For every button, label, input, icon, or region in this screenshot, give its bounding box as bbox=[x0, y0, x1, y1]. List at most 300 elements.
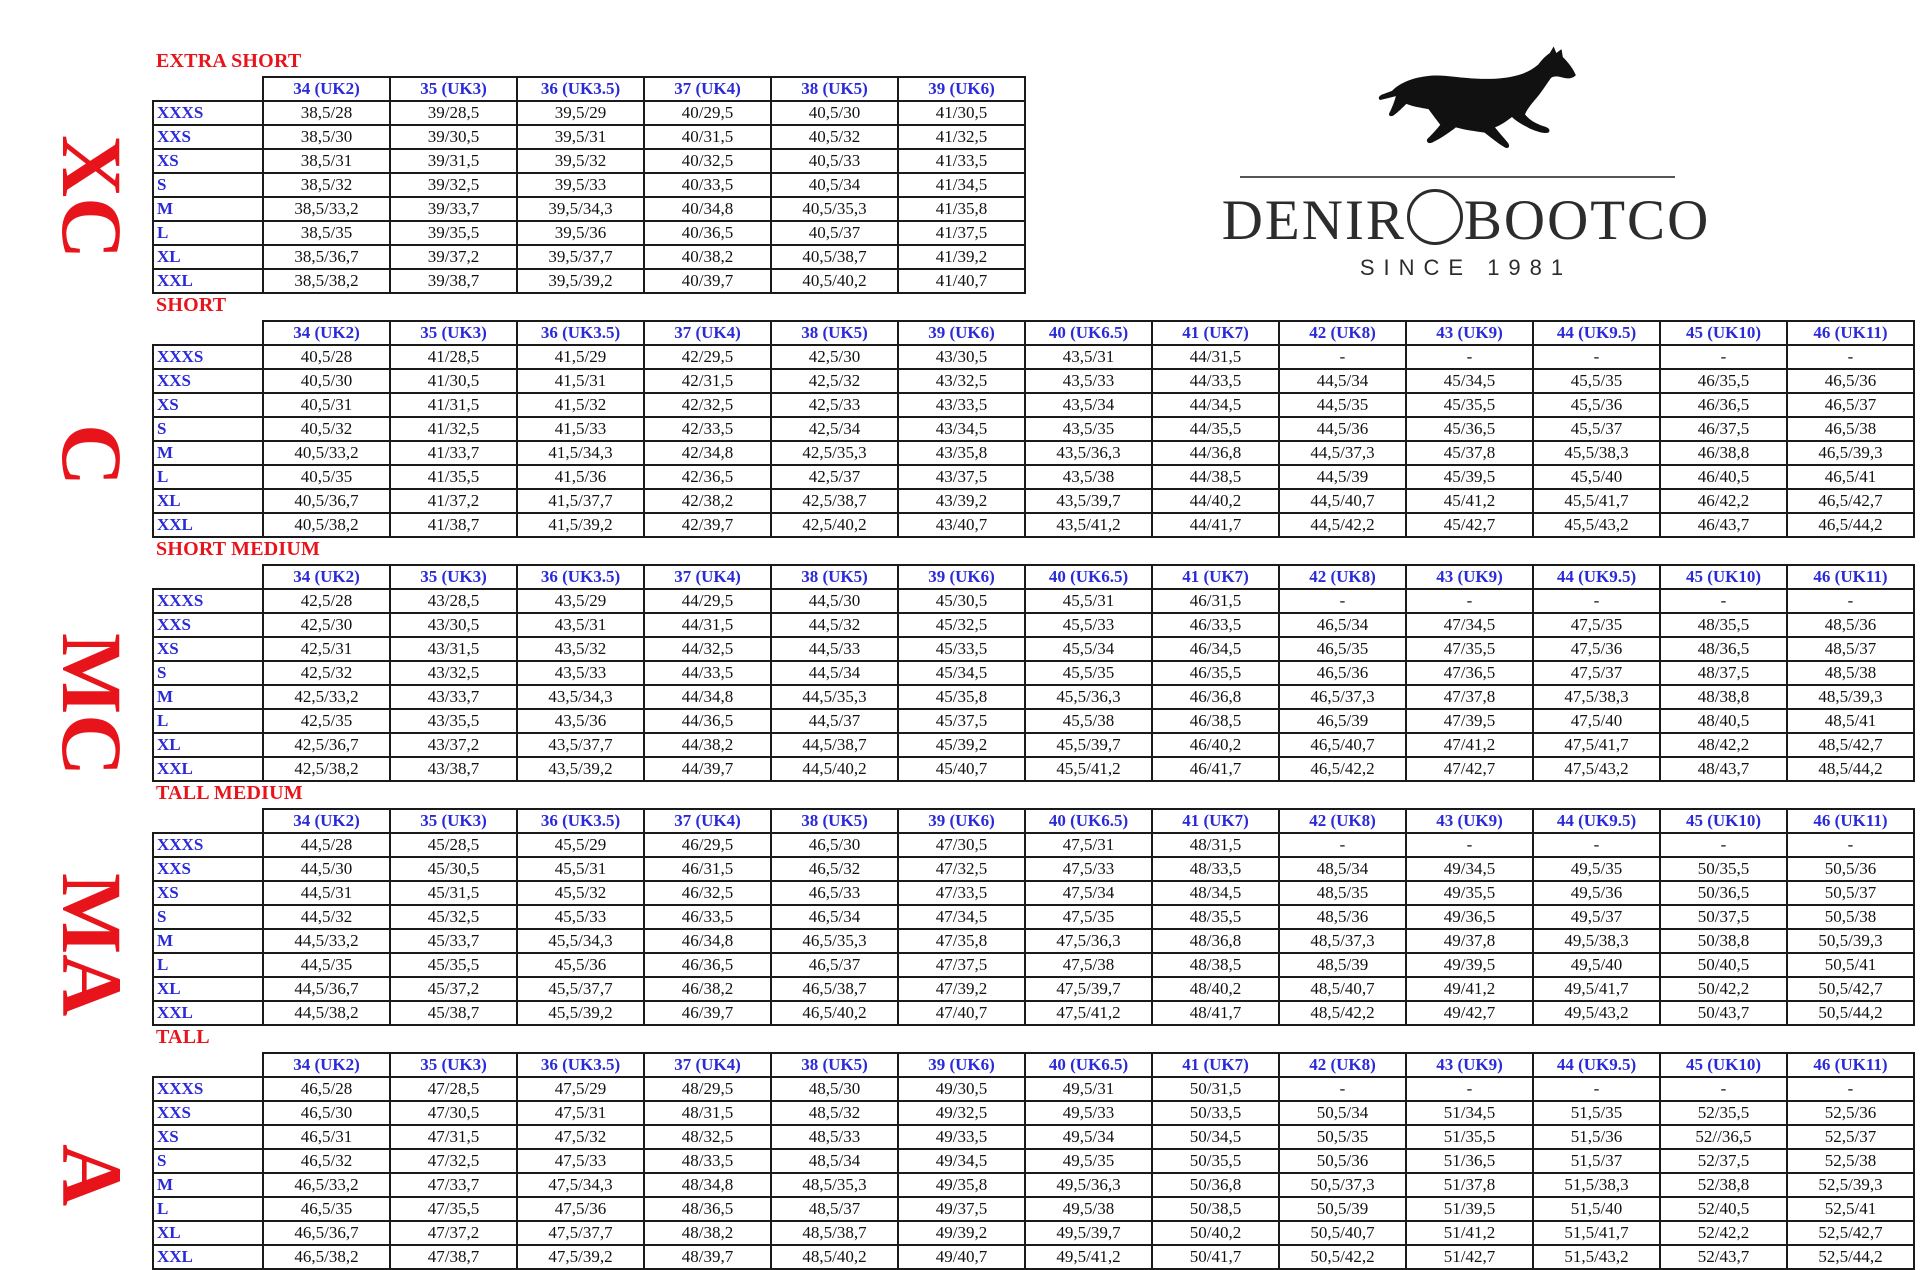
table-cell: 46/40,5 bbox=[1660, 465, 1787, 489]
side-label-ma: MA bbox=[44, 873, 140, 1017]
table-row bbox=[153, 905, 1914, 929]
table-row bbox=[153, 369, 1914, 393]
table-cell: 49,5/34 bbox=[1025, 1125, 1152, 1149]
table-cell: 47/33,7 bbox=[390, 1173, 517, 1197]
table-cell: 41/34,5 bbox=[898, 173, 1025, 197]
table-cell: 46/33,5 bbox=[1152, 613, 1279, 637]
table-cell: 44,5/38,7 bbox=[771, 733, 898, 757]
column-header: 36 (UK3.5) bbox=[517, 565, 644, 589]
brand-name: DENIR BOOTCO bbox=[1221, 189, 1711, 252]
table-cell: - bbox=[1406, 589, 1533, 613]
table-cell: 43/37,5 bbox=[898, 465, 1025, 489]
table-cell: 41/38,7 bbox=[390, 513, 517, 537]
size-label: S bbox=[153, 1149, 263, 1173]
table-cell: 44,5/34 bbox=[1279, 369, 1406, 393]
table-cell: 40/39,7 bbox=[644, 269, 771, 293]
table-cell: 42/32,5 bbox=[644, 393, 771, 417]
table-cell: 41,5/34,3 bbox=[517, 441, 644, 465]
table-cell: 42,5/28 bbox=[263, 589, 390, 613]
table-row bbox=[153, 953, 1914, 977]
table-cell: 40,5/32 bbox=[263, 417, 390, 441]
table-cell: 46/35,5 bbox=[1152, 661, 1279, 685]
size-label: S bbox=[153, 173, 263, 197]
table-cell: 41/33,7 bbox=[390, 441, 517, 465]
table-cell: 38,5/28 bbox=[263, 101, 390, 125]
column-header: 38 (UK5) bbox=[771, 809, 898, 833]
table-cell: 43/39,2 bbox=[898, 489, 1025, 513]
table-cell: 48/37,5 bbox=[1660, 661, 1787, 685]
column-header: 41 (UK7) bbox=[1152, 321, 1279, 345]
table-cell: 45/35,8 bbox=[898, 685, 1025, 709]
size-table bbox=[152, 564, 1915, 782]
table-cell: 39/37,2 bbox=[390, 245, 517, 269]
table-cell: 43,5/29 bbox=[517, 589, 644, 613]
column-header: 46 (UK11) bbox=[1787, 809, 1914, 833]
column-header: 46 (UK11) bbox=[1787, 565, 1914, 589]
table-cell: 44,5/31 bbox=[263, 881, 390, 905]
table-cell: 45/41,2 bbox=[1406, 489, 1533, 513]
table-cell: - bbox=[1279, 1077, 1406, 1101]
table-cell: 41/28,5 bbox=[390, 345, 517, 369]
size-label: XXXS bbox=[153, 345, 263, 369]
header-row bbox=[153, 809, 1914, 833]
table-cell: 40,5/35 bbox=[263, 465, 390, 489]
table-cell: 49,5/41,2 bbox=[1025, 1245, 1152, 1269]
table-cell: 50,5/37 bbox=[1787, 881, 1914, 905]
column-header: 42 (UK8) bbox=[1279, 565, 1406, 589]
table-cell: 46/35,5 bbox=[1660, 369, 1787, 393]
column-header: 40 (UK6.5) bbox=[1025, 321, 1152, 345]
table-cell: 47,5/36,3 bbox=[1025, 929, 1152, 953]
table-cell: 40,5/36,7 bbox=[263, 489, 390, 513]
table-cell: 40,5/30 bbox=[263, 369, 390, 393]
column-header: 44 (UK9.5) bbox=[1533, 809, 1660, 833]
table-cell: 45,5/35 bbox=[1025, 661, 1152, 685]
table-cell: 45/34,5 bbox=[1406, 369, 1533, 393]
table-cell: 47,5/40 bbox=[1533, 709, 1660, 733]
table-cell: 50/38,8 bbox=[1660, 929, 1787, 953]
table-row bbox=[153, 833, 1914, 857]
table-cell: 45,5/33 bbox=[1025, 613, 1152, 637]
table-cell: 40,5/35,3 bbox=[771, 197, 898, 221]
column-header: 34 (UK2) bbox=[263, 1053, 390, 1077]
table-cell: 42,5/33,2 bbox=[263, 685, 390, 709]
table-cell: 51/36,5 bbox=[1406, 1149, 1533, 1173]
table-cell: 48,5/40,7 bbox=[1279, 977, 1406, 1001]
table-cell: 43/38,7 bbox=[390, 757, 517, 781]
table-cell: 52,5/39,3 bbox=[1787, 1173, 1914, 1197]
table-cell: 46,5/39,3 bbox=[1787, 441, 1914, 465]
table-cell: 46,5/34 bbox=[771, 905, 898, 929]
table-cell: 43/30,5 bbox=[898, 345, 1025, 369]
table-cell: 49/35,8 bbox=[898, 1173, 1025, 1197]
table-cell: - bbox=[1533, 833, 1660, 857]
table-cell: 48/31,5 bbox=[644, 1101, 771, 1125]
column-header: 43 (UK9) bbox=[1406, 321, 1533, 345]
table-cell: 44,5/42,2 bbox=[1279, 513, 1406, 537]
table-cell: - bbox=[1660, 1077, 1787, 1101]
table-cell: 46,5/35,3 bbox=[771, 929, 898, 953]
table-cell: 47/32,5 bbox=[898, 857, 1025, 881]
table-cell: 40,5/38,2 bbox=[263, 513, 390, 537]
table-cell: 48,5/37 bbox=[1787, 637, 1914, 661]
table-cell: 48/38,8 bbox=[1660, 685, 1787, 709]
table-cell: 44/38,5 bbox=[1152, 465, 1279, 489]
table-cell: 44/33,5 bbox=[644, 661, 771, 685]
table-cell: 44/29,5 bbox=[644, 589, 771, 613]
table-row bbox=[153, 269, 1025, 293]
table-cell: 43/32,5 bbox=[898, 369, 1025, 393]
table-row bbox=[153, 125, 1025, 149]
column-header: 45 (UK10) bbox=[1660, 1053, 1787, 1077]
table-cell: 42,5/32 bbox=[263, 661, 390, 685]
table-cell: 47,5/41,2 bbox=[1025, 1001, 1152, 1025]
table-cell: 40,5/34 bbox=[771, 173, 898, 197]
table-cell: 44/38,2 bbox=[644, 733, 771, 757]
table-cell: 48/40,2 bbox=[1152, 977, 1279, 1001]
table-cell: 47/38,7 bbox=[390, 1245, 517, 1269]
table-cell: 45/38,7 bbox=[390, 1001, 517, 1025]
table-cell: 40/29,5 bbox=[644, 101, 771, 125]
table-cell: 47/41,2 bbox=[1406, 733, 1533, 757]
size-label: XL bbox=[153, 245, 263, 269]
table-cell: 46,5/37,3 bbox=[1279, 685, 1406, 709]
column-header: 37 (UK4) bbox=[644, 809, 771, 833]
table-cell: - bbox=[1787, 345, 1914, 369]
column-header: 36 (UK3.5) bbox=[517, 1053, 644, 1077]
table-cell: 41/40,7 bbox=[898, 269, 1025, 293]
size-label: XS bbox=[153, 881, 263, 905]
table-cell: 44/39,7 bbox=[644, 757, 771, 781]
table-row bbox=[153, 489, 1914, 513]
table-row bbox=[153, 1149, 1914, 1173]
table-cell: 46/38,2 bbox=[644, 977, 771, 1001]
table-cell: 40/38,2 bbox=[644, 245, 771, 269]
table-cell: 50,5/34 bbox=[1279, 1101, 1406, 1125]
column-header: 37 (UK4) bbox=[644, 565, 771, 589]
header-row bbox=[153, 1053, 1914, 1077]
table-cell: 42/39,7 bbox=[644, 513, 771, 537]
column-header: 44 (UK9.5) bbox=[1533, 321, 1660, 345]
table-cell: - bbox=[1406, 833, 1533, 857]
table-cell: 42,5/30 bbox=[263, 613, 390, 637]
table-cell: 45/33,5 bbox=[898, 637, 1025, 661]
table-cell: 39,5/33 bbox=[517, 173, 644, 197]
table-cell: 40,5/37 bbox=[771, 221, 898, 245]
column-header: 39 (UK6) bbox=[898, 77, 1025, 101]
table-cell: 46,5/33 bbox=[771, 881, 898, 905]
table-cell: 48/32,5 bbox=[644, 1125, 771, 1149]
table-cell: 48/36,5 bbox=[644, 1197, 771, 1221]
table-cell: 46/36,5 bbox=[1660, 393, 1787, 417]
table-cell: 42,5/38,2 bbox=[263, 757, 390, 781]
table-cell: 47,5/41,7 bbox=[1533, 733, 1660, 757]
size-label: XL bbox=[153, 489, 263, 513]
table-cell: - bbox=[1279, 345, 1406, 369]
table-cell: 50/35,5 bbox=[1152, 1149, 1279, 1173]
table-cell: 50/34,5 bbox=[1152, 1125, 1279, 1149]
table-cell: 39,5/37,7 bbox=[517, 245, 644, 269]
table-cell: 46,5/35 bbox=[1279, 637, 1406, 661]
table-cell: 46,5/39 bbox=[1279, 709, 1406, 733]
table-cell: 46,5/36,7 bbox=[263, 1221, 390, 1245]
column-header: 39 (UK6) bbox=[898, 321, 1025, 345]
table-cell: 51/39,5 bbox=[1406, 1197, 1533, 1221]
table-cell: 50/38,5 bbox=[1152, 1197, 1279, 1221]
table-cell: 38,5/31 bbox=[263, 149, 390, 173]
table-cell: 41/39,2 bbox=[898, 245, 1025, 269]
table-cell: 46,5/30 bbox=[771, 833, 898, 857]
table-cell: 48/34,5 bbox=[1152, 881, 1279, 905]
table-cell: 45/40,7 bbox=[898, 757, 1025, 781]
table-cell: 46,5/36 bbox=[1279, 661, 1406, 685]
table-cell: 43/30,5 bbox=[390, 613, 517, 637]
table-cell: 41,5/31 bbox=[517, 369, 644, 393]
table-cell: 48,5/34 bbox=[1279, 857, 1406, 881]
table-cell: 41/35,8 bbox=[898, 197, 1025, 221]
table-cell: 42/33,5 bbox=[644, 417, 771, 441]
table-cell: 46,5/38 bbox=[1787, 417, 1914, 441]
table-cell: 43,5/34,3 bbox=[517, 685, 644, 709]
table-cell: 52/42,2 bbox=[1660, 1221, 1787, 1245]
table-row bbox=[153, 221, 1025, 245]
table-cell: 48/29,5 bbox=[644, 1077, 771, 1101]
table-cell: 52,5/38 bbox=[1787, 1149, 1914, 1173]
table-cell: 45/33,7 bbox=[390, 929, 517, 953]
column-header: 36 (UK3.5) bbox=[517, 77, 644, 101]
table-cell: 51,5/37 bbox=[1533, 1149, 1660, 1173]
table-cell: 50,5/39,3 bbox=[1787, 929, 1914, 953]
column-header: 43 (UK9) bbox=[1406, 565, 1533, 589]
table-cell: - bbox=[1660, 589, 1787, 613]
size-label: XXS bbox=[153, 857, 263, 881]
table-row bbox=[153, 685, 1914, 709]
table-cell: 40,5/40,2 bbox=[771, 269, 898, 293]
table-cell: 50,5/37,3 bbox=[1279, 1173, 1406, 1197]
table-cell: 50/36,5 bbox=[1660, 881, 1787, 905]
section-title: TALL MEDIUM bbox=[156, 782, 303, 804]
table-cell: 48/35,5 bbox=[1660, 613, 1787, 637]
table-cell: 49/39,5 bbox=[1406, 953, 1533, 977]
table-cell: 48,5/38,7 bbox=[771, 1221, 898, 1245]
table-cell: 45,5/36 bbox=[1533, 393, 1660, 417]
table-cell: 44/35,5 bbox=[1152, 417, 1279, 441]
table-cell: 51/35,5 bbox=[1406, 1125, 1533, 1149]
size-label: S bbox=[153, 905, 263, 929]
column-header: 37 (UK4) bbox=[644, 1053, 771, 1077]
table-cell: 40,5/38,7 bbox=[771, 245, 898, 269]
table-cell: - bbox=[1787, 833, 1914, 857]
table-cell: 44,5/36,7 bbox=[263, 977, 390, 1001]
size-label: XXXS bbox=[153, 589, 263, 613]
corner-cell bbox=[153, 77, 263, 101]
table-row bbox=[153, 857, 1914, 881]
table-cell: - bbox=[1533, 589, 1660, 613]
size-label: M bbox=[153, 685, 263, 709]
table-cell: 47,5/35 bbox=[1025, 905, 1152, 929]
table-cell: 50,5/38 bbox=[1787, 905, 1914, 929]
table-cell: 49/34,5 bbox=[898, 1149, 1025, 1173]
brand-since: SINCE 1981 bbox=[1359, 255, 1573, 280]
column-header: 37 (UK4) bbox=[644, 77, 771, 101]
table-cell: 45,5/34 bbox=[1025, 637, 1152, 661]
table-cell: 41,5/33 bbox=[517, 417, 644, 441]
table-cell: 40,5/30 bbox=[771, 101, 898, 125]
table-cell: 45/32,5 bbox=[390, 905, 517, 929]
table-cell: 42/29,5 bbox=[644, 345, 771, 369]
table-cell: 41,5/37,7 bbox=[517, 489, 644, 513]
table-cell: 51/41,2 bbox=[1406, 1221, 1533, 1245]
table-cell: 40/34,8 bbox=[644, 197, 771, 221]
table-cell: 48,5/33 bbox=[771, 1125, 898, 1149]
size-table bbox=[152, 1052, 1915, 1270]
table-cell: 47,5/37,7 bbox=[517, 1221, 644, 1245]
table-cell: 50/42,2 bbox=[1660, 977, 1787, 1001]
table-cell: 46,5/38,7 bbox=[771, 977, 898, 1001]
table-cell: 39,5/34,3 bbox=[517, 197, 644, 221]
table-cell: 41/32,5 bbox=[898, 125, 1025, 149]
table-cell: 41/37,2 bbox=[390, 489, 517, 513]
table-cell: 46,5/42,2 bbox=[1279, 757, 1406, 781]
table-cell: 48/33,5 bbox=[1152, 857, 1279, 881]
table-cell: 43/33,7 bbox=[390, 685, 517, 709]
table-cell: 47,5/33 bbox=[517, 1149, 644, 1173]
table-cell: - bbox=[1787, 589, 1914, 613]
size-label: XXL bbox=[153, 1001, 263, 1025]
table-cell: 52/37,5 bbox=[1660, 1149, 1787, 1173]
table-cell: 45/35,5 bbox=[390, 953, 517, 977]
table-cell: 47/35,8 bbox=[898, 929, 1025, 953]
table-row bbox=[153, 1101, 1914, 1125]
table-cell: 46,5/30 bbox=[263, 1101, 390, 1125]
table-row bbox=[153, 101, 1025, 125]
table-cell: 40/32,5 bbox=[644, 149, 771, 173]
size-label: M bbox=[153, 1173, 263, 1197]
table-cell: 42,5/31 bbox=[263, 637, 390, 661]
table-cell: 39,5/29 bbox=[517, 101, 644, 125]
table-cell: 47/39,5 bbox=[1406, 709, 1533, 733]
table-cell: 47,5/38 bbox=[1025, 953, 1152, 977]
table-cell: 52/43,7 bbox=[1660, 1245, 1787, 1269]
table-cell: 46/31,5 bbox=[1152, 589, 1279, 613]
table-cell: 43/28,5 bbox=[390, 589, 517, 613]
table-cell: 50,5/44,2 bbox=[1787, 1001, 1914, 1025]
table-cell: 50,5/35 bbox=[1279, 1125, 1406, 1149]
table-cell: 47/37,5 bbox=[898, 953, 1025, 977]
table-cell: 46,5/41 bbox=[1787, 465, 1914, 489]
table-row bbox=[153, 929, 1914, 953]
size-label: L bbox=[153, 953, 263, 977]
table-cell: 49,5/33 bbox=[1025, 1101, 1152, 1125]
table-cell: 46,5/33,2 bbox=[263, 1173, 390, 1197]
table-cell: 46,5/37 bbox=[1787, 393, 1914, 417]
table-cell: 49/34,5 bbox=[1406, 857, 1533, 881]
table-cell: 48,5/44,2 bbox=[1787, 757, 1914, 781]
size-label: L bbox=[153, 1197, 263, 1221]
table-cell: 47,5/36 bbox=[517, 1197, 644, 1221]
column-header: 42 (UK8) bbox=[1279, 1053, 1406, 1077]
table-cell: 49/37,5 bbox=[898, 1197, 1025, 1221]
table-cell: 44/41,7 bbox=[1152, 513, 1279, 537]
table-cell: 51/37,8 bbox=[1406, 1173, 1533, 1197]
table-cell: 45,5/41,7 bbox=[1533, 489, 1660, 513]
table-cell: 48,5/32 bbox=[771, 1101, 898, 1125]
table-row bbox=[153, 733, 1914, 757]
table-cell: 47,5/31 bbox=[517, 1101, 644, 1125]
table-cell: 45/31,5 bbox=[390, 881, 517, 905]
table-cell: 46,5/28 bbox=[263, 1077, 390, 1101]
horse-icon bbox=[1165, 40, 1765, 190]
table-cell: 48,5/41 bbox=[1787, 709, 1914, 733]
size-label: XXXS bbox=[153, 833, 263, 857]
table-cell: 43/35,5 bbox=[390, 709, 517, 733]
table-cell: 44/31,5 bbox=[644, 613, 771, 637]
table-cell: 38,5/32 bbox=[263, 173, 390, 197]
table-cell: 48,5/42,7 bbox=[1787, 733, 1914, 757]
table-cell: 50,5/39 bbox=[1279, 1197, 1406, 1221]
table-cell: 42,5/30 bbox=[771, 345, 898, 369]
table-cell: 44,5/34 bbox=[771, 661, 898, 685]
table-cell: 42,5/36,7 bbox=[263, 733, 390, 757]
size-label: XXS bbox=[153, 125, 263, 149]
table-cell: 45/30,5 bbox=[898, 589, 1025, 613]
table-cell: - bbox=[1533, 345, 1660, 369]
table-cell: 46/29,5 bbox=[644, 833, 771, 857]
table-cell: 47/42,7 bbox=[1406, 757, 1533, 781]
size-label: XL bbox=[153, 1221, 263, 1245]
table-cell: 47/35,5 bbox=[390, 1197, 517, 1221]
table-cell: 38,5/30 bbox=[263, 125, 390, 149]
table-cell: 45,5/39,2 bbox=[517, 1001, 644, 1025]
column-header: 39 (UK6) bbox=[898, 565, 1025, 589]
size-label: M bbox=[153, 441, 263, 465]
table-cell: 47/39,2 bbox=[898, 977, 1025, 1001]
table-cell: 43/31,5 bbox=[390, 637, 517, 661]
table-cell: 45,5/31 bbox=[517, 857, 644, 881]
table-cell: 52/38,8 bbox=[1660, 1173, 1787, 1197]
table-cell: 46,5/35 bbox=[263, 1197, 390, 1221]
table-cell: 44,5/38,2 bbox=[263, 1001, 390, 1025]
table-cell: 47/33,5 bbox=[898, 881, 1025, 905]
table-cell: 46,5/34 bbox=[1279, 613, 1406, 637]
corner-cell bbox=[153, 1053, 263, 1077]
column-header: 34 (UK2) bbox=[263, 809, 390, 833]
table-cell: 47/35,5 bbox=[1406, 637, 1533, 661]
table-cell: 41,5/39,2 bbox=[517, 513, 644, 537]
table-cell: 48/41,7 bbox=[1152, 1001, 1279, 1025]
table-cell: 50,5/42,7 bbox=[1787, 977, 1914, 1001]
table-cell: 47,5/38,3 bbox=[1533, 685, 1660, 709]
table-cell: 42/38,2 bbox=[644, 489, 771, 513]
header-row bbox=[153, 565, 1914, 589]
table-cell: 47,5/34 bbox=[1025, 881, 1152, 905]
table-row bbox=[153, 149, 1025, 173]
table-cell: 50,5/40,7 bbox=[1279, 1221, 1406, 1245]
table-cell: 41/33,5 bbox=[898, 149, 1025, 173]
table-cell: - bbox=[1660, 833, 1787, 857]
table-cell: 46/31,5 bbox=[644, 857, 771, 881]
table-cell: 51,5/41,7 bbox=[1533, 1221, 1660, 1245]
table-cell: 49,5/39,7 bbox=[1025, 1221, 1152, 1245]
table-cell: 45,5/43,2 bbox=[1533, 513, 1660, 537]
table-cell: 44/40,2 bbox=[1152, 489, 1279, 513]
table-cell: 46/36,8 bbox=[1152, 685, 1279, 709]
table-cell: 44/34,5 bbox=[1152, 393, 1279, 417]
size-label: XXL bbox=[153, 757, 263, 781]
table-cell: 45/35,5 bbox=[1406, 393, 1533, 417]
table-cell: 45,5/29 bbox=[517, 833, 644, 857]
table-cell: 49,5/41,7 bbox=[1533, 977, 1660, 1001]
